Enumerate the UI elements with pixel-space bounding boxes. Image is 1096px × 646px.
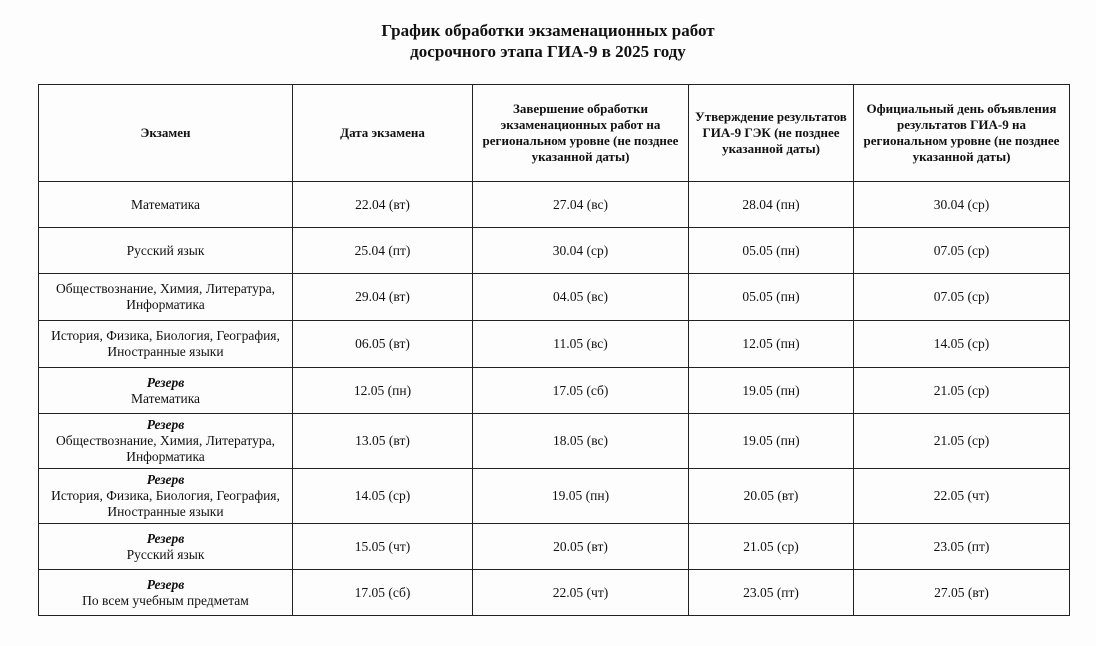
table-row xyxy=(39,524,1070,570)
exam-name-cell xyxy=(39,368,293,414)
gek-approval-cell: 20.05 (вт) xyxy=(689,469,854,524)
exam-name-cell xyxy=(39,274,293,321)
processing-deadline-cell: 11.05 (вс) xyxy=(473,321,689,368)
results-announcement-cell: 07.05 (ср) xyxy=(854,228,1070,274)
results-announcement-cell: 21.05 (ср) xyxy=(854,414,1070,469)
table-row xyxy=(39,469,1070,524)
processing-deadline-cell: 18.05 (вс) xyxy=(473,414,689,469)
table-row xyxy=(39,228,1070,274)
header-exam: Экзамен xyxy=(39,85,293,182)
results-announcement-cell: 27.05 (вт) xyxy=(854,570,1070,616)
results-announcement-cell: 21.05 (ср) xyxy=(854,368,1070,414)
table-row xyxy=(39,414,1070,469)
table-header xyxy=(39,85,1070,182)
exam-date-cell: 14.05 (ср) xyxy=(293,469,473,524)
exam-name: Русский язык xyxy=(126,242,205,258)
gek-approval-cell: 05.05 (пн) xyxy=(689,274,854,321)
exam-name: История, Физика, Биология, География, Иностранные языки xyxy=(51,488,280,519)
exam-name-cell xyxy=(39,414,293,469)
reserve-label: Резерв xyxy=(146,472,185,487)
gek-approval-cell: 19.05 (пн) xyxy=(689,368,854,414)
exam-name-cell xyxy=(39,228,293,274)
table-row xyxy=(39,321,1070,368)
table-row xyxy=(39,368,1070,414)
exam-date-cell: 29.04 (вт) xyxy=(293,274,473,321)
results-announcement-cell: 14.05 (ср) xyxy=(854,321,1070,368)
exam-date-cell: 12.05 (пн) xyxy=(293,368,473,414)
processing-deadline-cell: 19.05 (пн) xyxy=(473,469,689,524)
exam-name: Обществознание, Химия, Литература, Информатика xyxy=(56,433,275,464)
processing-deadline-cell: 20.05 (вт) xyxy=(473,524,689,570)
table-row xyxy=(39,274,1070,321)
gek-approval-cell: 05.05 (пн) xyxy=(689,228,854,274)
exam-date-cell: 25.04 (пт) xyxy=(293,228,473,274)
exam-name-cell xyxy=(39,524,293,570)
header-row xyxy=(39,85,1070,182)
processing-deadline-cell: 30.04 (ср) xyxy=(473,228,689,274)
results-announcement-cell: 30.04 (ср) xyxy=(854,182,1070,228)
exam-name: История, Физика, Биология, География, Иностранные языки xyxy=(51,328,280,359)
exam-name: По всем учебным предметам xyxy=(82,592,249,608)
reserve-label: Резерв xyxy=(146,417,185,432)
exam-name: Обществознание, Химия, Литература, Информатика xyxy=(56,281,275,312)
exam-date-cell: 13.05 (вт) xyxy=(293,414,473,469)
header-results-announcement: Официальный день объявления результатов ГИА-9 на региональном уровне (не позднее указанной даты) xyxy=(854,85,1070,182)
title-line-1: График обработки экзаменационных работ xyxy=(381,21,715,40)
table-row xyxy=(39,570,1070,616)
table-row xyxy=(39,182,1070,228)
exam-date-cell: 17.05 (сб) xyxy=(293,570,473,616)
gek-approval-cell: 23.05 (пт) xyxy=(689,570,854,616)
exam-date-cell: 15.05 (чт) xyxy=(293,524,473,570)
exam-name-cell xyxy=(39,570,293,616)
processing-deadline-cell: 27.04 (вс) xyxy=(473,182,689,228)
gek-approval-cell: 19.05 (пн) xyxy=(689,414,854,469)
exam-name: Математика xyxy=(130,196,201,212)
exam-date-cell: 06.05 (вт) xyxy=(293,321,473,368)
exam-name: Математика xyxy=(130,390,201,406)
title-line-2: досрочного этапа ГИА-9 в 2025 году xyxy=(410,42,686,61)
processing-deadline-cell: 22.05 (чт) xyxy=(473,570,689,616)
document-title xyxy=(0,20,1096,62)
exam-date-cell: 22.04 (вт) xyxy=(293,182,473,228)
processing-deadline-cell: 04.05 (вс) xyxy=(473,274,689,321)
results-announcement-cell: 07.05 (ср) xyxy=(854,274,1070,321)
reserve-label: Резерв xyxy=(146,374,185,390)
exam-name: Русский язык xyxy=(126,546,205,562)
gek-approval-cell: 28.04 (пн) xyxy=(689,182,854,228)
header-gek-approval: Утверждение результатов ГИА-9 ГЭК (не позднее указанной даты) xyxy=(689,85,854,182)
header-exam-date: Дата экзамена xyxy=(293,85,473,182)
exam-name-cell xyxy=(39,182,293,228)
results-announcement-cell: 22.05 (чт) xyxy=(854,469,1070,524)
reserve-label: Резерв xyxy=(146,576,185,592)
reserve-label: Резерв xyxy=(146,530,185,546)
processing-deadline-cell: 17.05 (сб) xyxy=(473,368,689,414)
table-body xyxy=(39,182,1070,616)
gek-approval-cell: 12.05 (пн) xyxy=(689,321,854,368)
exam-name-cell xyxy=(39,469,293,524)
exam-schedule-table xyxy=(38,84,1070,616)
header-processing-deadline: Завершение обработки экзаменационных работ на региональном уровне (не позднее указанной даты) xyxy=(473,85,689,182)
results-announcement-cell: 23.05 (пт) xyxy=(854,524,1070,570)
gek-approval-cell: 21.05 (ср) xyxy=(689,524,854,570)
exam-name-cell xyxy=(39,321,293,368)
